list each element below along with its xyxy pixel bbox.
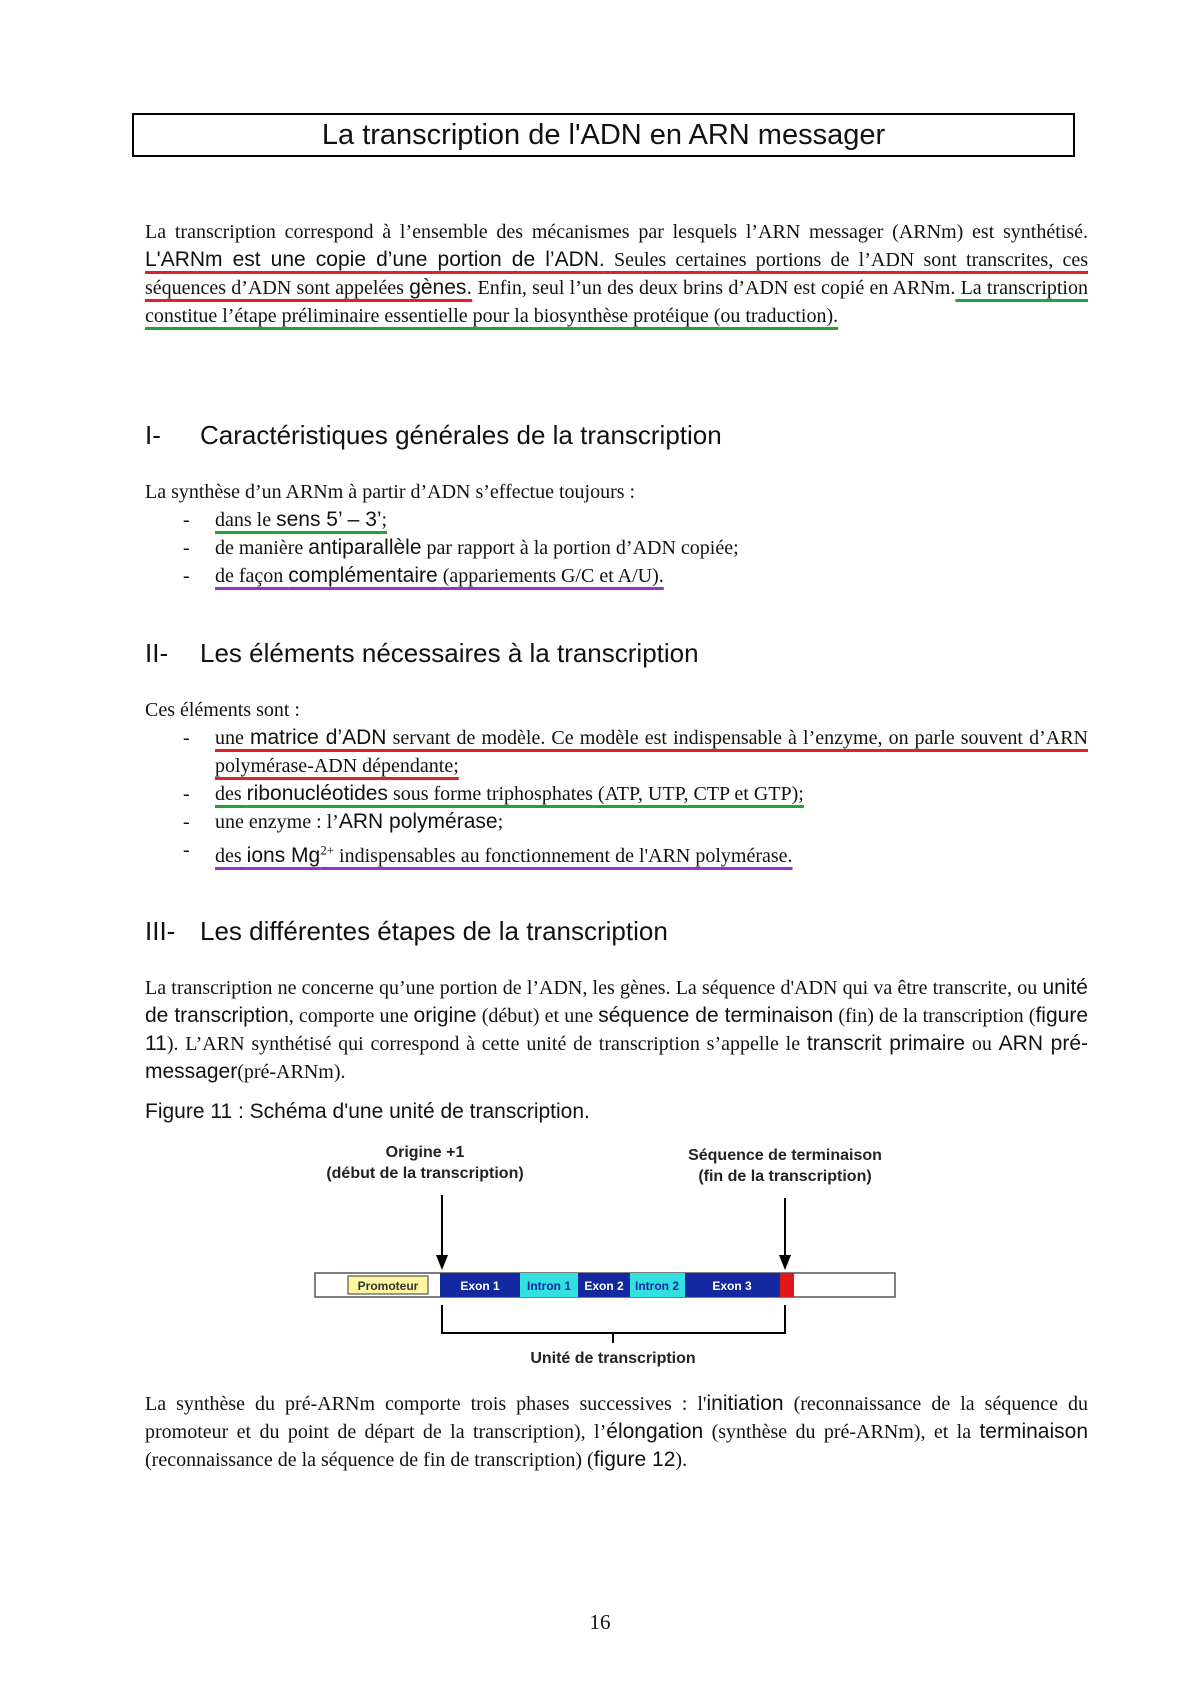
section-1-number: I- [145,420,161,450]
section-1-lead: La synthèse d’un ARNm à partir d’ADN s’effectue toujours : [145,481,636,503]
origin-label: Origine +1 [385,1144,465,1161]
section-2-lead: Ces éléments sont : [145,699,300,721]
section-2-number: II- [145,638,169,668]
unit-bracket [442,1305,785,1333]
section-2-title: Les éléments nécessaires à la transcription [200,638,699,668]
list-item: - une enzyme : l’ARN polymérase; [183,810,504,833]
section-3-paragraph-2: La synthèse du pré-ARNm comporte trois phases successives : l'initiation (reconnaissance de la séquence du promoteur et du point de départ de la transcription), l’élongation (synthèse du pré-ARNm), et la terminaison (reconnaissance de la séquence de fin de transcription) (figure 12). [145,1392,1089,1471]
intro-genes: gènes. [409,276,473,299]
origin-sublabel: (début de la transcription) [326,1165,524,1182]
list-item: - de façon complémentaire (appariements G/C et A/U). [183,564,664,587]
terminator-label: Séquence de terminaison [688,1147,882,1164]
exon-1-label: Exon 1 [460,1279,500,1293]
transcription-unit-diagram [300,1140,920,1380]
section-3-number: III- [145,916,176,946]
list-item: - des ions $Mg^{2+}$ indispensables au fonctionnement de l'ARN polymérase. [183,839,793,867]
page-number: 16 [589,1610,611,1634]
section-1-body [145,478,1088,590]
intro-text-5: Enfin, seul l’un des deux brins d’ADN est copié en ARNm. [472,277,956,299]
intron-1-label: Intron 1 [527,1279,571,1293]
section-3-heading [145,916,668,947]
list-item: - de manière antiparallèle par rapport à la portion d’ADN copiée; [183,536,739,559]
exon-2-label: Exon 2 [584,1279,624,1293]
section-2-list [145,724,1088,870]
exon-3-label: Exon 3 [712,1279,752,1293]
section-1-list [145,506,1088,590]
terminator-sublabel: (fin de la transcription) [698,1168,872,1185]
intro-text-1: La transcription correspond à l’ensemble des mécanismes par lesquels l’ARN messager (ARNm) est synthétisé. [145,221,1088,243]
page-title: La transcription de l'ADN en ARN messager [132,113,1075,157]
intron-2-label: Intron 2 [635,1279,679,1293]
intro-text-3: Seules certaines portions de l’ADN sont transcrites, ces séquences d’ADN sont appelées [145,249,1088,299]
section-3-paragraph-1: La transcription ne concerne qu’une portion de l’ADN, les gènes. La séquence d'ADN qui va être transcrite, ou unité de transcription, comporte une origine (début) et une séquence de terminaison (fin) de la transcription (figure 11). L’ARN synthétisé qui correspond à cette unité de transcription s’appelle le transcrit primaire ou ARN pré-messager(pré-ARNm). [145,976,1088,1083]
section-2-body [145,696,1088,870]
section-1-title: Caractéristiques générales de la transcription [200,420,722,450]
intro-paragraph [145,218,1088,330]
section-1-heading [145,420,722,451]
unit-label: Unité de transcription [530,1350,696,1367]
origin-arrowhead [436,1255,448,1270]
section-3-title: Les différentes étapes de la transcription [200,916,668,946]
promoter-label: Promoteur [357,1279,419,1293]
list-item: - dans le sens 5’ – 3’; [183,508,388,531]
terminator-box [780,1273,794,1297]
intro-highlight-copy: L'ARNm est une copie d’une portion de l’ADN. [145,248,605,271]
terminator-arrowhead [779,1255,791,1270]
intro-highlight-translation: La transcription constitue l’étape préliminaire essentielle pour la biosynthèse protéique (ou traduction). [145,277,1088,327]
figure-caption: Figure 11 : Schéma d'une unité de transcription. [145,1100,590,1123]
section-2-heading [145,638,699,669]
list-item: - des ribonucléotides sous forme triphosphates (ATP, UTP, CTP et GTP); [183,782,804,805]
list-item: - une matrice d’ADN servant de modèle. Ce modèle est indispensable à l’enzyme, on parle souvent d’ARN polymérase-ADN dépendante; [183,726,1088,777]
